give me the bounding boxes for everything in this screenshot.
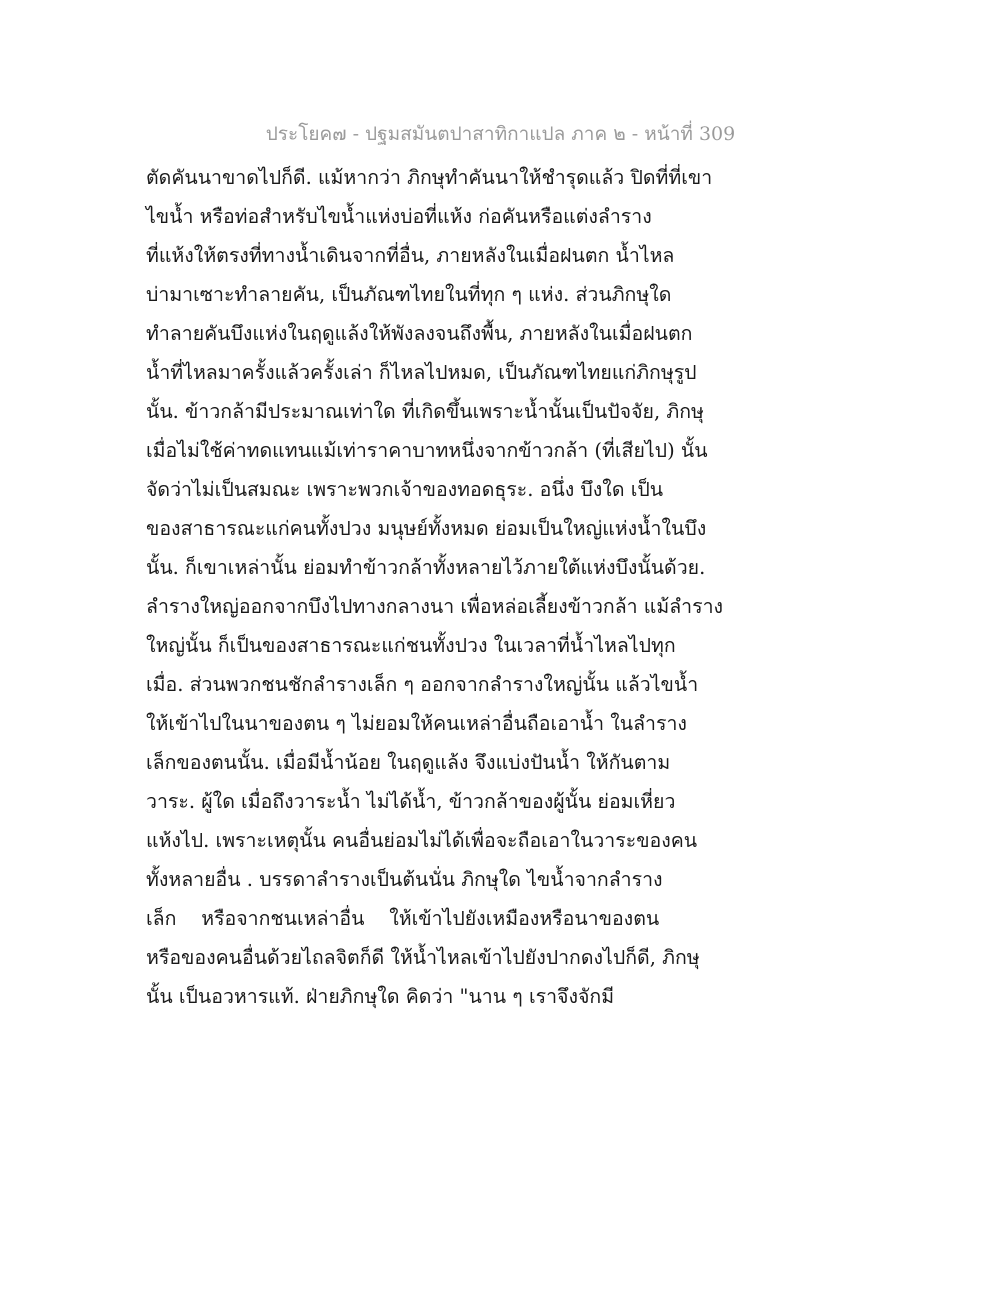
text-line: ไขน้ำ หรือท่อสำหรับไขน้ำแห่งบ่อที่แห้ง ก่อคันหรือแต่งลำราง — [146, 205, 652, 228]
text-line: เล็ก หรือจากชนเหล่าอื่น ให้เข้าไปยังเหมืองหรือนาของตน — [146, 907, 660, 930]
text-line: หรือของคนอื่นด้วยไถลจิตก็ดี ให้น้ำไหลเข้าไปยังปากดงไปก็ดี, ภิกษุ — [146, 946, 700, 969]
text-line: เมื่อ. ส่วนพวกชนชักลำรางเล็ก ๆ ออกจากลำรางใหญ่นั้น แล้วไขน้ำ — [146, 673, 699, 696]
text-line: ใหญ่นั้น ก็เป็นของสาธารณะแก่ชนทั้งปวง ในเวลาที่น้ำไหลไปทุก — [146, 634, 676, 657]
text-line: ทั้งหลายอื่น . บรรดาลำรางเป็นต้นนั่น ภิกษุใด ไขน้ำจากลำราง — [146, 868, 663, 891]
text-line: ตัดคันนาขาดไปก็ดี. แม้หากว่า ภิกษุทำคันนาให้ชำรุดแล้ว ปิดที่ที่เขา — [146, 166, 713, 189]
text-line: ที่แห้งให้ตรงที่ทางน้ำเดินจากที่อื่น, ภายหลังในเมื่อฝนตก น้ำไหล — [146, 244, 675, 267]
text-line: ให้เข้าไปในนาของตน ๆ ไม่ยอมให้คนเหล่าอื่นถือเอาน้ำ ในลำราง — [146, 712, 687, 735]
text-line: นั้น. ก็เขาเหล่านั้น ย่อมทำข้าวกล้าทั้งหลายไว้ภายใต้แห่งบึงนั้นด้วย. — [146, 556, 706, 579]
text-line: ลำรางใหญ่ออกจากบึงไปทางกลางนา เพื่อหล่อเลี้ยงข้าวกล้า แม้ลำราง — [146, 595, 724, 618]
text-line: นั้น. ข้าวกล้ามีประมาณเท่าใด ที่เกิดขึ้นเพราะน้ำนั้นเป็นปัจจัย, ภิกษุ — [146, 400, 704, 423]
text-line: บ่ามาเซาะทำลายคัน, เป็นภัณฑไทยในที่ทุก ๆ แห่ง. ส่วนภิกษุใด — [146, 283, 672, 306]
page-header — [0, 120, 1000, 148]
text-line: เล็กของตนนั้น. เมื่อมีน้ำน้อย ในฤดูแล้ง จึงแบ่งปันน้ำ ให้กันตาม — [146, 751, 671, 774]
body-text — [146, 158, 724, 1016]
text-line: วาระ. ผู้ใด เมื่อถึงวาระน้ำ ไม่ได้น้ำ, ข้าวกล้าของผู้นั้น ย่อมเหี่ยว — [146, 790, 676, 813]
text-line: ของสาธารณะแก่คนทั้งปวง มนุษย์ทั้งหมด ย่อมเป็นใหญ่แห่งน้ำในบึง — [146, 517, 707, 540]
text-line: น้ำที่ไหลมาครั้งแล้วครั้งเล่า ก็ไหลไปหมด, เป็นภัณฑไทยแก่ภิกษุรูป — [146, 361, 697, 384]
text-line: แห้งไป. เพราะเหตุนั้น คนอื่นย่อมไม่ได้เพื่อจะถือเอาในวาระของคน — [146, 829, 698, 852]
text-line: ทำลายคันบึงแห่งในฤดูแล้งให้พังลงจนถึงพื้น, ภายหลังในเมื่อฝนตก — [146, 322, 693, 345]
text-line: นั้น เป็นอวหารแท้. ฝ่ายภิกษุใด คิดว่า "นาน ๆ เราจึงจักมี — [146, 985, 615, 1008]
running-header-text: ประโยค๗ - ปฐมสมันตปาสาทิกาแปล ภาค ๒ - หน้าที่ 309 — [265, 123, 736, 145]
text-line: จัดว่าไม่เป็นสมณะ เพราะพวกเจ้าของทอดธุระ. อนึ่ง บึงใด เป็น — [146, 478, 664, 501]
text-line: เมื่อไม่ใช้ค่าทดแทนแม้เท่าราคาบาทหนึ่งจากข้าวกล้า (ที่เสียไป) นั้น — [146, 439, 708, 462]
